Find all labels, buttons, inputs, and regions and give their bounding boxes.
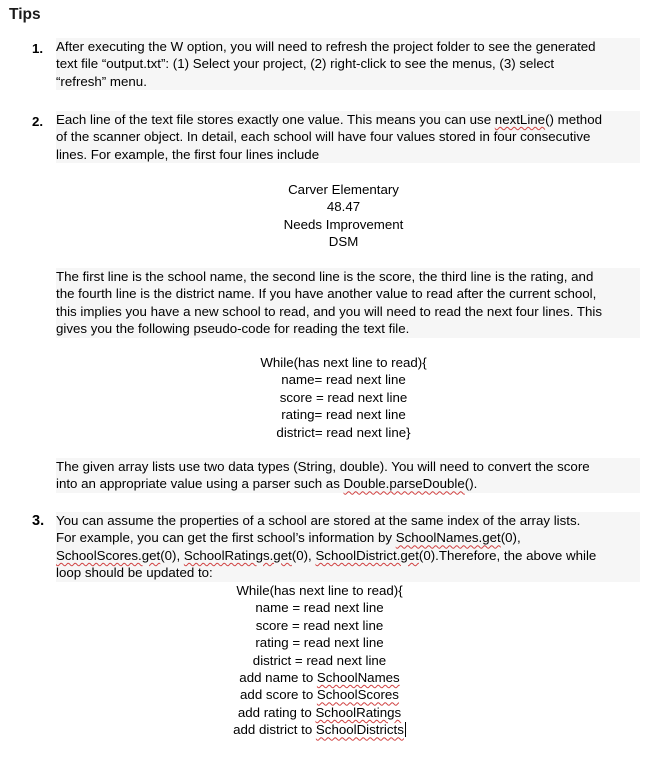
explanation-line-4: gives you the following pseudo-code for reading the text file. — [56, 321, 410, 337]
example-district: DSM — [328, 234, 359, 250]
text-run: add district to — [233, 722, 316, 738]
text-run: () method — [545, 112, 602, 127]
tip-2-number: 2. — [32, 114, 44, 129]
pseudo-line: name = read next line — [255, 600, 384, 616]
explanation-line-3: this implies you have a new school to read, and you will need to read the next four lines. This — [56, 303, 602, 319]
pseudo-code-2 — [0, 582, 647, 739]
code-schoolratings-get: SchoolRatings.get — [183, 547, 292, 563]
pseudo-add-line — [0, 721, 647, 738]
pseudo-line: While(has next line to read){ — [260, 355, 427, 370]
code-schoolscores: SchoolScores — [316, 687, 399, 703]
code-schooldistricts: SchoolDistricts — [315, 722, 404, 738]
code-schoolnames: SchoolNames — [316, 670, 400, 686]
pseudo-code-1 — [16, 354, 655, 441]
note-line-1: The given array lists use two data types (String, double). You will need to convert the score — [56, 459, 590, 474]
text-run: (0), — [500, 530, 521, 546]
tip-2-explanation — [56, 268, 640, 338]
text-run: add name to — [239, 670, 317, 686]
code-schoolratings: SchoolRatings — [315, 704, 402, 720]
pseudo-line: name= read next line — [281, 372, 406, 388]
text-run: add score to — [240, 687, 317, 703]
tip-1-line-3: “refresh” menu. — [56, 73, 147, 89]
example-values — [16, 181, 655, 251]
tip-3-line-1: You can assume the properties of a school are stored at the same index of the array lists. — [56, 513, 581, 528]
tip-1-line-1: After executing the W option, you will need to refresh the project folder to see the generated — [56, 39, 596, 54]
pseudo-line: score = read next line — [279, 389, 408, 405]
pseudo-line: rating = read next line — [255, 635, 384, 651]
pseudo-line: district= read next line} — [276, 424, 411, 440]
pseudo-add-line — [0, 669, 647, 686]
text-run: For example, you can get the first school’s information by — [56, 530, 396, 546]
tip-2-intro-line-2: of the scanner object. In detail, each school will have four values stored in four consecutive — [56, 129, 591, 145]
example-rating: Needs Improvement — [283, 216, 404, 232]
code-schoolnames-get: SchoolNames.get — [395, 530, 501, 546]
tip-3-line-3 — [56, 547, 640, 564]
pseudo-line: district = read next line — [252, 652, 387, 668]
pseudo-line: While(has next line to read){ — [236, 583, 403, 598]
tip-3-line-2 — [56, 529, 640, 546]
text-run: (0), — [291, 547, 316, 563]
tip-2-note — [56, 458, 640, 493]
tip-2-intro-line-1 — [56, 111, 640, 128]
example-score: 48.47 — [326, 199, 361, 215]
pseudo-line: score = read next line — [255, 617, 384, 633]
explanation-line-2: the fourth line is the district name. If you have another value to read after the current school, — [56, 286, 597, 302]
pseudo-add-line — [0, 686, 647, 703]
text-run: (0).Therefore, the above while — [418, 547, 597, 563]
code-schoolscores-get: SchoolScores.get — [56, 547, 161, 563]
text-run: Each line of the text file stores exactly one value. This means you can use — [56, 112, 495, 127]
pseudo-line: rating= read next line — [281, 407, 406, 423]
text-cursor — [405, 722, 406, 737]
tip-1-number: 1. — [32, 41, 44, 56]
tip-2-intro — [56, 111, 640, 163]
tip-1-text — [56, 38, 640, 90]
code-schooldistrict-get: SchoolDistrict.get — [315, 547, 419, 563]
tip-3-text — [56, 512, 640, 582]
code-parsedouble: Double.parseDouble — [343, 476, 465, 492]
code-nextline: nextLine — [494, 112, 546, 127]
page-title: Tips — [9, 6, 41, 23]
example-school-name: Carver Elementary — [288, 182, 399, 197]
text-run: (). — [464, 476, 478, 492]
explanation-line-1: The first line is the school name, the second line is the score, the third line is the rating, and — [56, 269, 594, 284]
text-run: into an appropriate value using a parser such as — [56, 476, 344, 492]
text-run: (0), — [160, 547, 184, 563]
tip-3-line-4: loop should be updated to: — [56, 565, 213, 581]
tip-2-intro-line-3: lines. For example, the first four lines include — [56, 146, 320, 162]
pseudo-add-line — [0, 704, 647, 721]
tip-3-number: 3. — [32, 513, 45, 529]
note-line-2 — [56, 475, 640, 492]
tip-1-line-2: text file “output.txt”: (1) Select your project, (2) right-click to see the menus, (3) select — [56, 56, 555, 72]
text-run: add rating to — [237, 704, 316, 720]
